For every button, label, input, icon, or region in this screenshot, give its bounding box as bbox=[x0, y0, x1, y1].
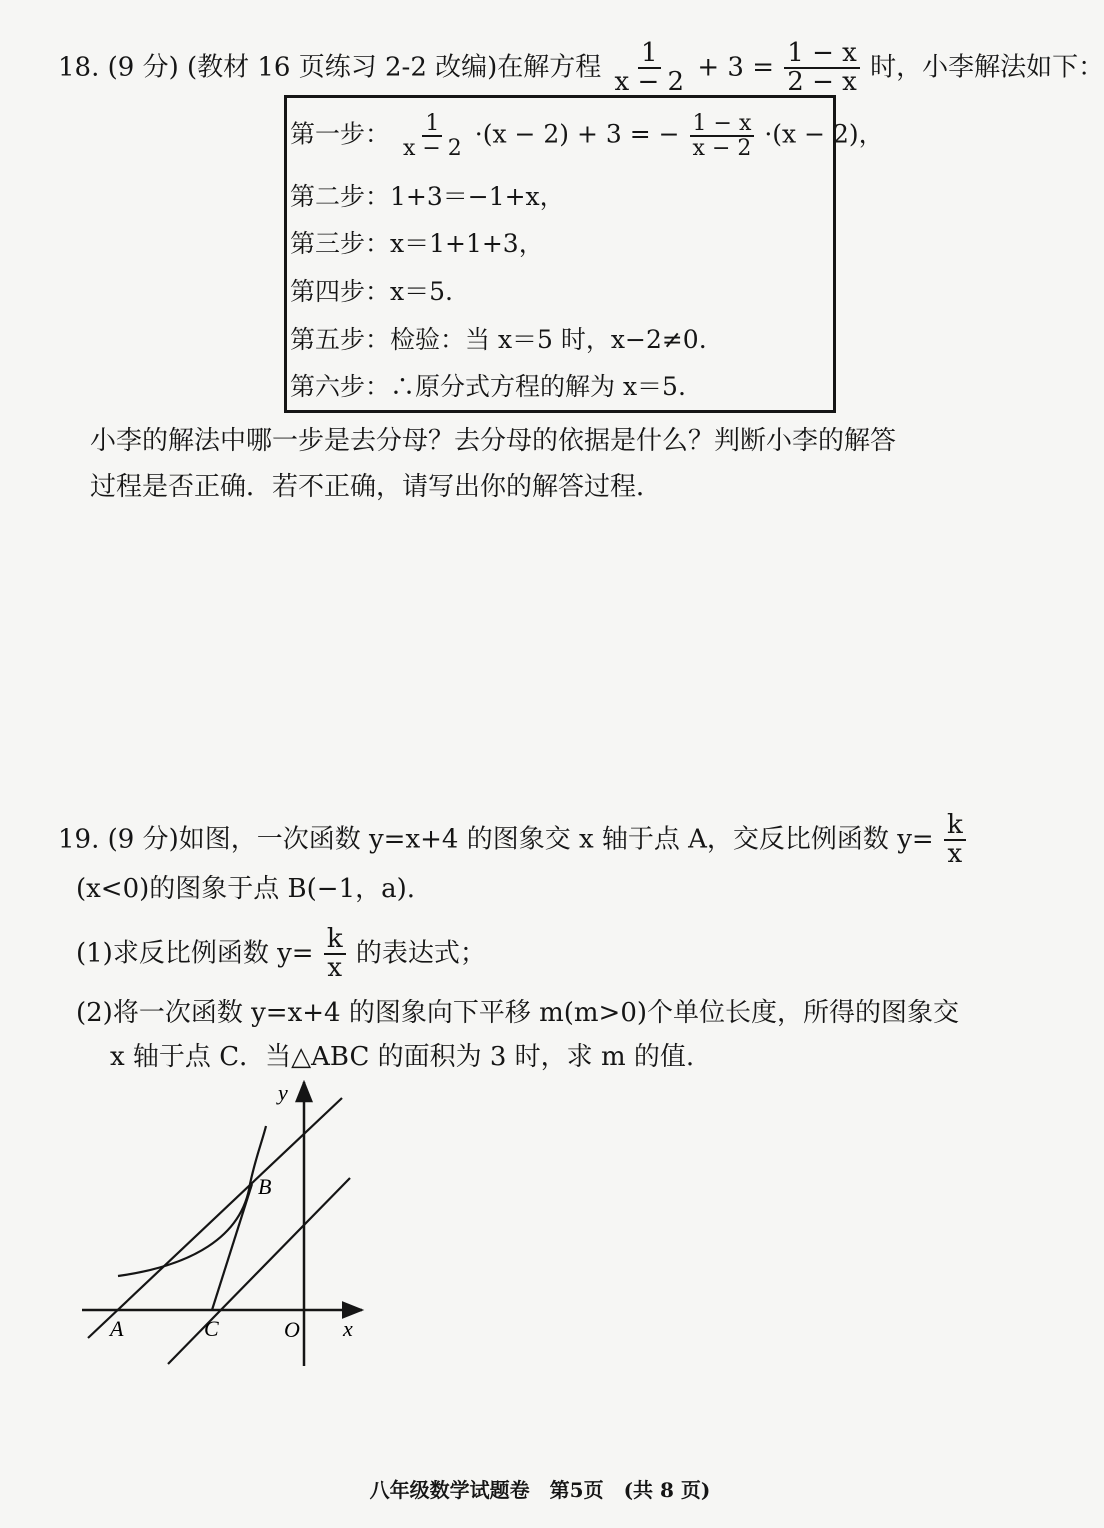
q19-line-2: (x<0)的图象于点 B(−1，a). bbox=[76, 874, 416, 904]
page-footer: 八年级数学试题卷 第5页 (共 8 页) bbox=[369, 1478, 711, 1502]
shifted-line bbox=[168, 1178, 350, 1364]
step-4: 第四步：x＝5. bbox=[290, 277, 453, 306]
q19-part-1-suffix: 的表达式； bbox=[355, 938, 486, 969]
step-2: 第二步：1+3＝−1+x， bbox=[290, 182, 565, 211]
step-1-fraction-2 bbox=[690, 112, 755, 160]
fraction-denominator: x bbox=[327, 953, 343, 984]
q19-line-1 bbox=[58, 812, 968, 869]
step-1 bbox=[290, 112, 884, 160]
q19-part-1-fraction bbox=[324, 926, 346, 983]
step-6: 第六步：∴原分式方程的解为 x＝5. bbox=[290, 372, 686, 401]
point-c-label: C bbox=[204, 1316, 219, 1341]
fraction-numerator: 1 bbox=[638, 40, 661, 69]
fraction-numerator: k bbox=[324, 926, 346, 955]
point-b-label: B bbox=[258, 1174, 272, 1199]
step-1-end: ·(x − 2)， bbox=[764, 119, 884, 149]
q18-question-line-1: 小李的解法中哪一步是去分母？去分母的依据是什么？判断小李的解答 bbox=[90, 426, 897, 456]
fraction-numerator: k bbox=[944, 812, 966, 841]
fraction-denominator: x − 2 bbox=[614, 67, 685, 98]
step-1-fraction-1 bbox=[400, 112, 465, 160]
q19-part-1-text: (1)求反比例函数 y= bbox=[76, 938, 314, 969]
q19-part-2-line-1: (2)将一次函数 y=x+4 的图象向下平移 m(m>0)个单位长度，所得的图象交 bbox=[76, 998, 960, 1028]
fraction-numerator: 1 bbox=[422, 112, 442, 137]
step-5: 第五步：检验：当 x＝5 时，x−2≠0. bbox=[290, 325, 707, 354]
q19-line-1-text: 19. (9 分)如图，一次函数 y=x+4 的图象交 x 轴于点 A，交反比例函数 y= bbox=[58, 824, 934, 855]
fraction-numerator: 1 − x bbox=[690, 112, 755, 137]
q18-tail: 时，小李解法如下： bbox=[870, 52, 1104, 83]
fraction-denominator: x − 2 bbox=[402, 136, 462, 162]
q18-stem bbox=[58, 40, 1104, 97]
step-3: 第三步：x＝1+1+3， bbox=[290, 229, 544, 258]
function-graph-figure bbox=[60, 1070, 390, 1390]
q18-fraction-1 bbox=[612, 40, 688, 97]
fraction-denominator: x bbox=[947, 839, 963, 870]
fraction-denominator: 2 − x bbox=[787, 67, 857, 98]
q19-part-2-line-2: x 轴于点 C．当△ABC 的面积为 3 时，求 m 的值. bbox=[110, 1042, 695, 1072]
q19-part-1 bbox=[76, 926, 486, 983]
q18-question-line-2: 过程是否正确．若不正确，请写出你的解答过程． bbox=[90, 472, 663, 502]
hyperbola-branch bbox=[118, 1126, 266, 1276]
step-1-middle: ·(x − 2) + 3 = − bbox=[474, 119, 680, 149]
fraction-denominator: x − 2 bbox=[692, 136, 752, 162]
x-axis-label: x bbox=[343, 1316, 353, 1341]
q19-fraction-k-over-x bbox=[944, 812, 966, 869]
point-a-label: A bbox=[110, 1316, 124, 1341]
origin-label: O bbox=[284, 1317, 300, 1342]
q18-fraction-2 bbox=[784, 40, 860, 97]
fraction-numerator: 1 − x bbox=[784, 40, 860, 69]
q18-head: 18. (9 分) (教材 16 页练习 2-2 改编)在解方程 bbox=[58, 52, 602, 83]
step-1-label: 第一步： bbox=[290, 119, 391, 149]
q18-plus3: + 3 = bbox=[697, 52, 774, 83]
y-axis-label: y bbox=[278, 1080, 288, 1105]
